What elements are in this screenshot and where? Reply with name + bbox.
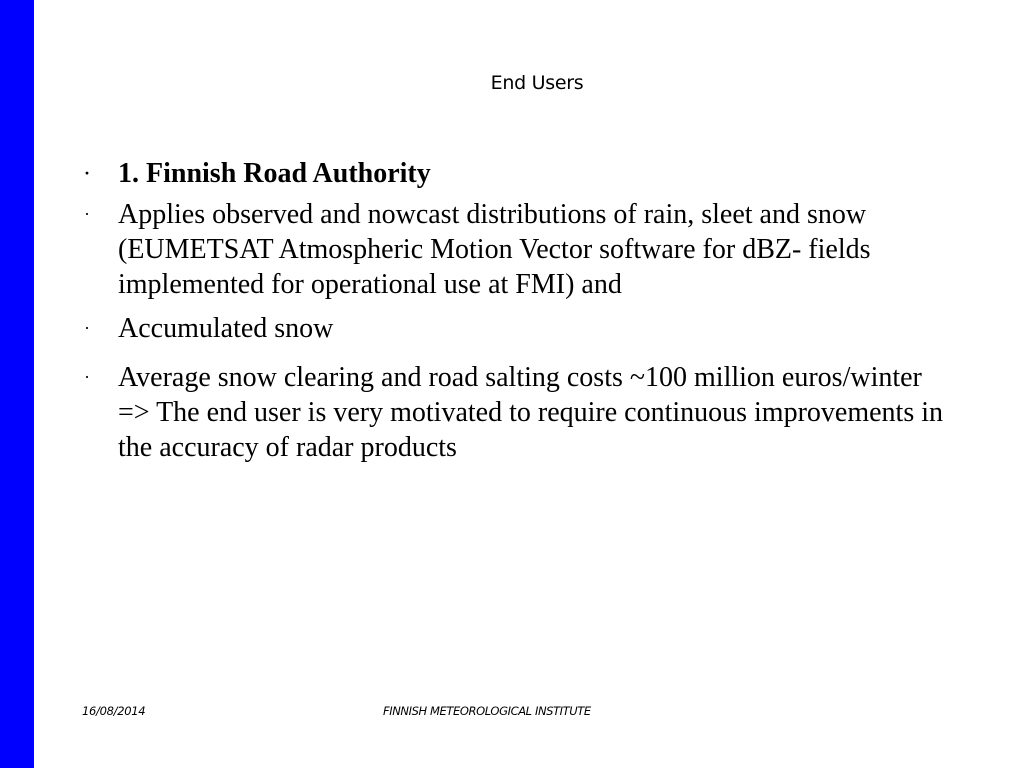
footer-date: 16/08/2014 xyxy=(82,704,146,718)
bullet-text: Average snow clearing and road salting costs ~100 million euros/winter => The end user is very motivated to require continuous improvements in the accuracy of radar products xyxy=(118,362,944,463)
bullet-item xyxy=(84,360,944,465)
bullet-marker: · xyxy=(84,204,90,224)
bullet-text: Accumulated snow xyxy=(118,313,334,344)
left-accent-bar xyxy=(0,0,34,768)
slide-title: End Users xyxy=(490,72,584,94)
bullet-item xyxy=(84,156,944,191)
bullet-marker: · xyxy=(84,367,90,387)
bullet-text: 1. Finnish Road Authority xyxy=(118,158,431,189)
bullet-list xyxy=(84,156,944,465)
bullet-text: Applies observed and nowcast distributions of rain, sleet and snow (EUMETSAT Atmospheric Motion Vector software for dBZ- fields implemented for operational use at FMI) and xyxy=(118,199,871,300)
bullet-marker: · xyxy=(84,163,91,183)
bullet-marker: · xyxy=(84,318,90,338)
bullet-item xyxy=(84,197,944,302)
footer-organization: FINNISH METEOROLOGICAL INSTITUTE xyxy=(383,704,591,718)
bullet-item xyxy=(84,311,944,346)
